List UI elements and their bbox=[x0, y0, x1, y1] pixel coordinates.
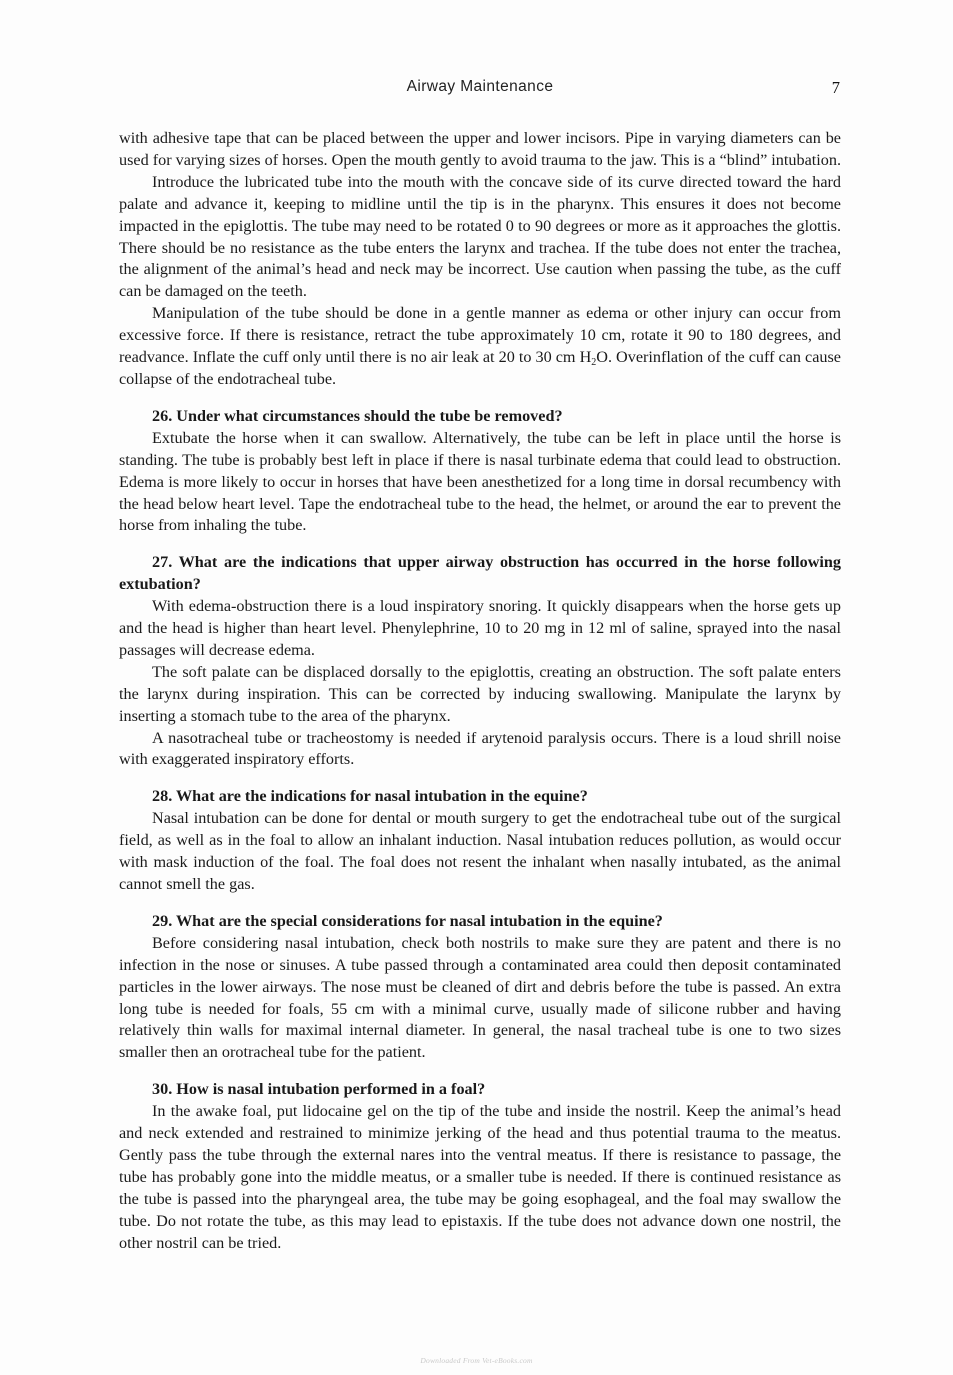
watermark-footer: Downloaded From Vet-eBooks.com bbox=[420, 1356, 533, 1365]
paragraph: with adhesive tape that can be placed between the upper and lower incisors. Pipe in varying diameters can be used for varying sizes of horses. Open the mouth gently to avoid trauma to the jaw. This is a “blind” intubation. bbox=[119, 129, 841, 169]
question-section-28 bbox=[119, 786, 841, 896]
paragraph: Before considering nasal intubation, check both nostrils to make sure they are patent and there is no infection in the nose or sinuses. A tube passed through a contaminated area could then deposit contaminated particles in the lower airways. The nose must be cleaned of dirt and debris before the tube is passed. An extra long tube is needed for foals, 55 cm with a minimal curve, usually made of silicone rubber and having relatively thin walls for maximal internal diameter. In general, the nasal tracheal tube is one to two sizes smaller then an orotracheal tube for the patient. bbox=[119, 933, 841, 1062]
page-number: 7 bbox=[831, 78, 840, 97]
question-heading: 30. How is nasal intubation performed in a foal? bbox=[152, 1080, 486, 1099]
paragraph: Extubate the horse when it can swallow. Alternatively, the tube can be left in place until the horse is standing. The tube is probably best left in place if there is nasal turbinate edema that could lead to obstruction. Edema is more likely to occur in horses that have been anesthetized for a long time in dorsal recumbency with the head below heart level. Tape the endotracheal tube to the head, the helmet, or around the ear to prevent the horse from inhaling the tube. bbox=[119, 428, 841, 535]
paragraph-text: O. Overinflation of the cuff can cause collapse of the endotracheal tube. bbox=[119, 348, 841, 388]
paragraph: Introduce the lubricated tube into the mouth with the concave side of its curve directed toward the hard palate and advance it, keeping to midline until the tip is in the pharynx. This ensures it does not become impacted in the epiglottis. The tube may need to be rotated 0 to 90 degrees or more as it approaches the glottis. There should be no resistance as the tube enters the larynx and trachea. If the tube does not enter the trachea, the alignment of the animal’s head and neck may be incorrect. Use caution when passing the tube, as the cuff can be damaged on the teeth. bbox=[119, 172, 841, 301]
running-title: Airway Maintenance bbox=[406, 78, 554, 95]
paragraph-text: Manipulation of the tube should be done in a gentle manner as edema or other injury can occur from excessive force. If there is resistance, retract the tube approximately 10 cm, rotate it 90 to 180 degrees, and readvance. Inflate the cuff only until there is no air leak at 20 to 30 cm H bbox=[119, 304, 841, 367]
paragraph: The soft palate can be displaced dorsally to the epiglottis, creating an obstruction. The soft palate enters the larynx during inspiration. This can be corrected by inducing swallowing. Manipulate the larynx by inserting a stomach tube to the area of the pharynx. bbox=[119, 662, 841, 725]
paragraph: With edema-obstruction there is a loud inspiratory snoring. It quickly disappears when the horse gets up and the head is higher than heart level. Phenylephrine, 10 to 20 mg in 12 ml of saline, sprayed into the nasal passages will decrease edema. bbox=[119, 597, 841, 659]
question-section-29 bbox=[119, 911, 841, 1064]
paragraph: In the awake foal, put lidocaine gel on the tip of the tube and inside the nostril. Keep the animal’s head and neck extended and restrained to minimize jerking of the head and thus potential trauma to the meatus. Gently pass the tube through the external nares into the ventral meatus. If there is resistance to passage, the tube has probably gone into the middle meatus, or a smaller tube is needed. If there is continued resistance as the tube is passed into the pharyngeal area, the tube may be going esophageal, and the foal may swallow the tube. Do not rotate the tube, as this may lead to epistaxis. If the tube does not advance down one nostril, the other nostril can be tried. bbox=[119, 1102, 841, 1252]
paragraph: Nasal intubation can be done for dental or mouth surgery to get the endotracheal tube out of the surgical field, as well as in the foal to allow an inhalant induction. Nasal intubation reduces pollution, as would occur with mask induction of the foal. The foal does not resent the inhalant when nasally intubated, as the animal cannot smell the gas. bbox=[119, 809, 841, 893]
question-section-26 bbox=[119, 406, 841, 537]
paragraph bbox=[119, 303, 841, 391]
question-section-30 bbox=[119, 1079, 841, 1254]
body-text bbox=[119, 128, 841, 1255]
question-heading: 26. Under what circumstances should the tube be removed? bbox=[152, 406, 563, 425]
question-heading: 29. What are the special considerations for nasal intubation in the equine? bbox=[152, 911, 663, 930]
question-heading: 28. What are the indications for nasal intubation in the equine? bbox=[152, 787, 588, 806]
question-heading: 27. What are the indications that upper airway obstruction has occurred in the horse following extubation? bbox=[119, 553, 841, 594]
paragraph: A nasotracheal tube or tracheostomy is needed if arytenoid paralysis occurs. There is a loud shrill noise with exaggerated inspiratory efforts. bbox=[119, 728, 841, 769]
subscript: 2 bbox=[591, 357, 597, 369]
question-section-27 bbox=[119, 552, 841, 771]
running-header bbox=[120, 78, 840, 100]
